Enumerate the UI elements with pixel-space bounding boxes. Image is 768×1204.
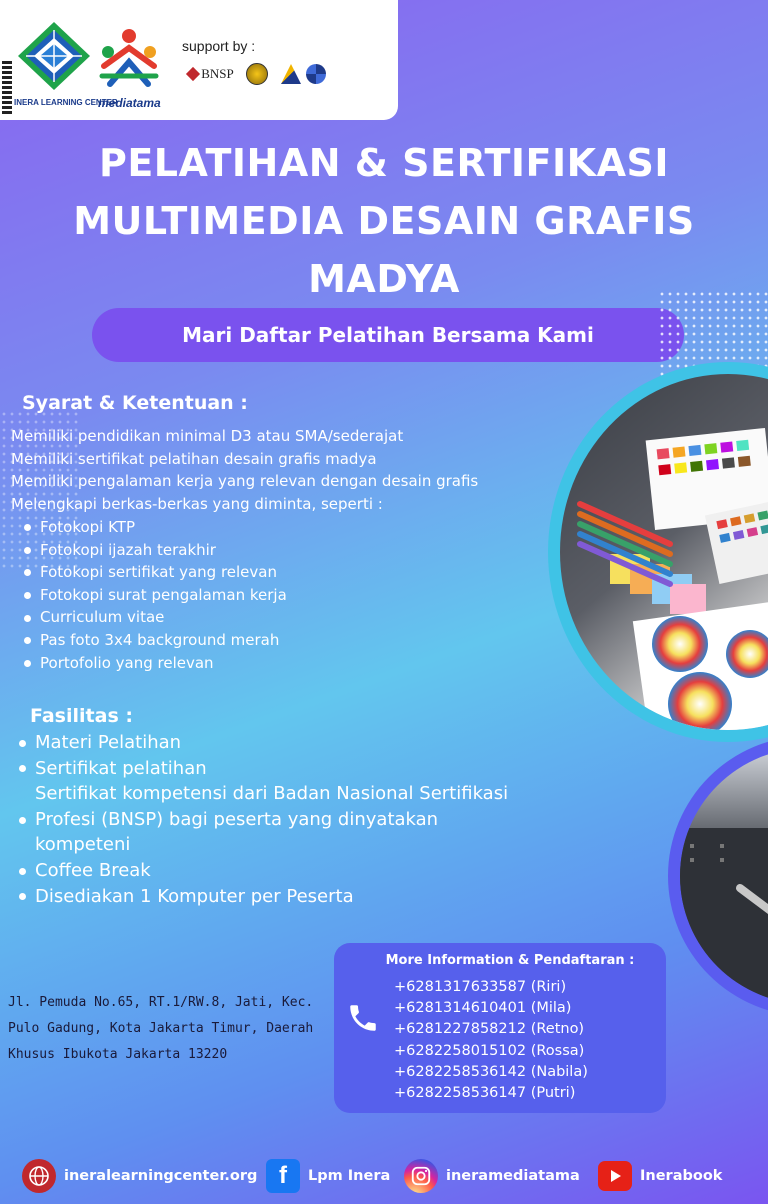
social-footer	[0, 1150, 768, 1204]
facebook-icon: f	[266, 1159, 300, 1193]
phone-number[interactable]: +6281227858212 (Retno)	[394, 1021, 585, 1038]
drawing-tablet-photo	[668, 736, 768, 1016]
facility-list-item: Sertifikat pelatihan	[17, 756, 537, 782]
phone-number[interactable]: +6281314610401 (Mila)	[394, 1000, 572, 1017]
instagram-icon	[404, 1159, 438, 1193]
pupr-emblem-icon	[280, 62, 302, 86]
inera-logo-icon	[16, 20, 92, 92]
document-list-item: Fotokopi sertifikat yang relevan	[22, 561, 287, 584]
header-logo-card	[0, 0, 398, 120]
support-label: support by :	[182, 38, 256, 54]
phone-number[interactable]: +6282258536142 (Nabila)	[394, 1063, 588, 1080]
bnsp-logo	[180, 62, 242, 86]
facebook-label: Lpm Inera	[308, 1168, 391, 1184]
document-list-item: Fotokopi KTP	[22, 516, 287, 539]
page-title-line-3: MADYA	[308, 257, 460, 301]
document-list	[22, 516, 287, 674]
facilities-heading: Fasilitas :	[30, 705, 133, 727]
requirement-line: Memiliki sertifikat pelatihan desain grafis madya	[11, 449, 377, 468]
globe-icon	[22, 1159, 56, 1193]
instagram-link[interactable]	[404, 1158, 580, 1194]
document-list-item: Portofolio yang relevan	[22, 652, 287, 675]
phone-number[interactable]: +6281317633587 (Riri)	[394, 979, 567, 995]
requirements-heading: Syarat & Ketentuan :	[22, 392, 248, 414]
document-list-item: Curriculum vitae	[22, 606, 287, 629]
phone-number[interactable]: +6282258015102 (Rossa)	[394, 1042, 585, 1059]
phone-icon	[346, 1001, 380, 1035]
ministry-emblem-icon	[306, 62, 376, 86]
website-link[interactable]	[22, 1158, 257, 1194]
facilities-list	[17, 730, 537, 909]
website-label: ineralearningcenter.org	[64, 1168, 258, 1184]
color-palette-photo	[548, 362, 768, 742]
inera-logo-text: INERA LEARNING CENTER	[14, 98, 118, 107]
document-list-item: Fotokopi surat pengalaman kerja	[22, 584, 287, 607]
contact-title-text: More Information & Pendaftaran :	[385, 953, 635, 968]
address-text: Jl. Pemuda No.65, RT.1/RW.8, Jati, Kec. Pulo Gadung, Kota Jakarta Timur, Daerah Khusus Ibukota Jakarta 13220	[8, 995, 314, 1062]
document-list-item: Fotokopi ijazah terakhir	[22, 539, 287, 562]
mediatama-logo-icon	[96, 26, 162, 92]
facility-list-item: Disediakan 1 Komputer per Peserta	[17, 884, 537, 910]
facility-list-item: Coffee Break	[17, 858, 537, 884]
page-title-line-2: MULTIMEDIA DESAIN GRAFIS	[73, 199, 695, 243]
document-list-item: Pas foto 3x4 background merah	[22, 629, 287, 652]
youtube-icon	[598, 1161, 632, 1191]
youtube-label: Inerabook	[640, 1168, 723, 1184]
bnsp-flag-icon	[186, 67, 200, 81]
requirement-line: Memiliki pengalaman kerja yang relevan dengan desain grafis	[11, 472, 479, 490]
requirement-line: Melengkapi berkas-berkas yang diminta, seperti :	[11, 494, 383, 513]
facility-list-item: Materi Pelatihan	[17, 730, 537, 756]
qr-code-icon	[2, 60, 12, 114]
phone-list	[394, 977, 588, 1104]
facility-list-item: Sertifikat kompetensi dari Badan Nasional Sertifikasi Profesi (BNSP) bagi peserta yang dinyatakan kompeteni	[17, 781, 517, 858]
bnsp-logo-text: BNSP	[201, 66, 234, 81]
youtube-link[interactable]	[598, 1158, 722, 1194]
phone-number[interactable]: +6282258536147 (Putri)	[394, 1085, 576, 1102]
facebook-link[interactable]	[266, 1158, 390, 1194]
government-emblem-icon	[244, 62, 270, 86]
contact-title	[334, 953, 666, 968]
mediatama-logo-text: mediatama	[98, 96, 161, 110]
registration-banner: Mari Daftar Pelatihan Bersama Kami	[92, 308, 684, 362]
requirement-line: Memiliki pendidikan minimal D3 atau SMA/sederajat	[11, 427, 404, 445]
page-title-line-1: PELATIHAN & SERTIFIKASI	[98, 141, 670, 185]
contact-info-box	[334, 943, 666, 1113]
instagram-label: ineramediatama	[446, 1168, 580, 1184]
